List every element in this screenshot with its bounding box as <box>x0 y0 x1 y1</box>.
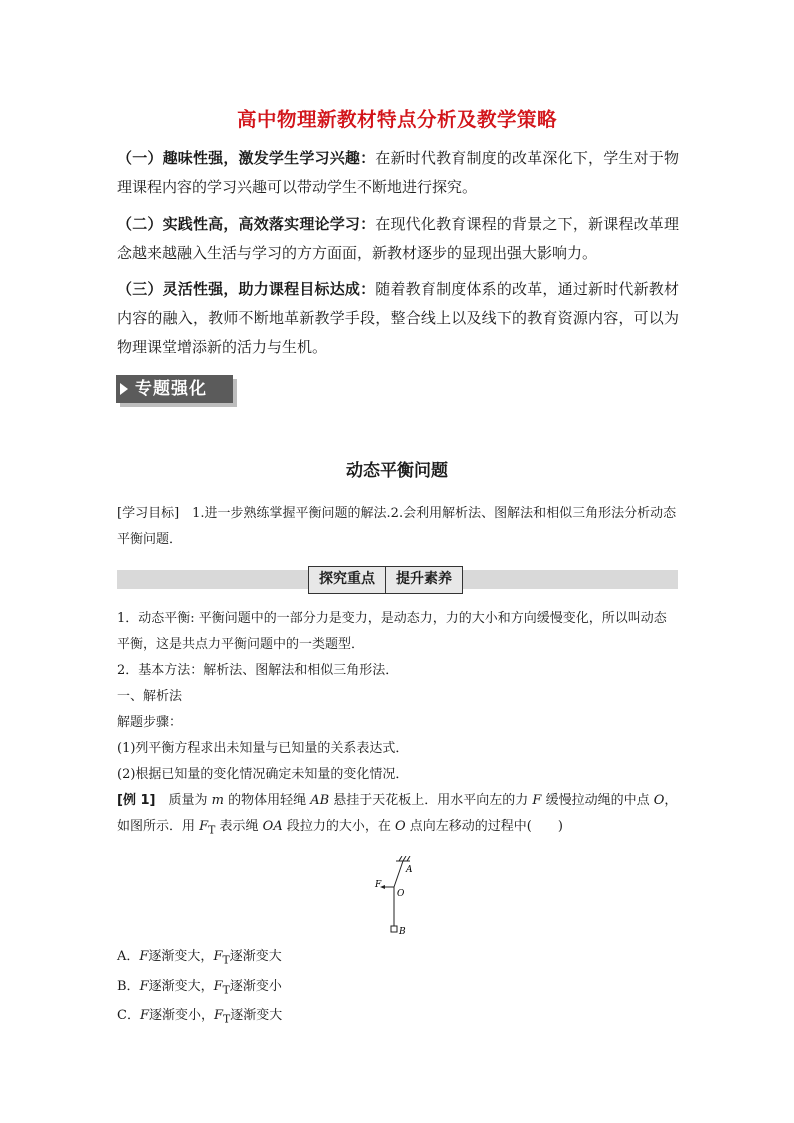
var-F: F <box>139 978 149 994</box>
var-AB: AB <box>310 793 330 808</box>
var-m: m <box>211 793 224 808</box>
var-FT: F <box>214 1008 224 1024</box>
section-tabs <box>308 566 463 594</box>
banner-text: 专题强化 <box>135 379 207 399</box>
step-2: (2)根据已知量的变化情况确定未知量的变化情况． <box>117 767 409 782</box>
var-OA: OA <box>262 819 283 834</box>
feature-3-head: （三）灵活性强，助力课程目标达成： <box>117 280 376 298</box>
mass-block <box>391 926 397 932</box>
label-B: B <box>399 927 406 937</box>
ex-text: 的物体用轻绳 <box>223 793 311 808</box>
label-F: F <box>375 880 382 890</box>
answer-options <box>117 944 679 1033</box>
var-F: F <box>532 793 542 808</box>
play-arrow-icon <box>120 383 128 395</box>
definition-line: 1．动态平衡: 平衡问题中的一部分力是变力，是动态力，力的大小和方向缓慢变化，所以叫动态平衡，这是共点力平衡问题中的一类题型． <box>117 611 667 652</box>
sub-T: T <box>222 953 230 967</box>
ex-text: 质量为 <box>155 793 212 808</box>
option-letter: A． <box>117 949 140 964</box>
var-F: F <box>139 1008 149 1024</box>
var-FT: F <box>213 978 223 994</box>
tab-key-points: 探究重点 <box>309 567 385 593</box>
tab-improve-skills: 提升素养 <box>385 567 462 593</box>
option-text: 逐渐变大 <box>229 949 282 964</box>
option-b[interactable] <box>117 974 679 1004</box>
ceiling-hatch <box>396 856 410 861</box>
sub-T: T <box>208 823 216 837</box>
heading-analytic: 一、解析法 <box>117 689 183 704</box>
ex-text: 缓慢拉动绳的中点 <box>541 793 654 808</box>
option-a[interactable] <box>117 944 679 974</box>
ex-text: 段拉力的大小，在 <box>282 819 395 834</box>
rope-diagram <box>370 856 418 940</box>
option-letter: B． <box>117 978 140 994</box>
var-O: O <box>653 793 665 808</box>
document-title: 高中物理新教材特点分析及教学策略 <box>236 108 557 131</box>
banner-box <box>116 375 233 403</box>
feature-2 <box>117 210 679 268</box>
label-O: O <box>397 889 405 899</box>
feature-1-body: 在新时代教育制度的改革深化下，学生对于物理课程内容的学习兴趣可以带动学生不断地进行探究。 <box>117 149 679 196</box>
option-text: 逐渐变大 <box>230 1008 283 1024</box>
ex-text: 表示绳 <box>215 819 263 834</box>
var-FT: F <box>213 949 223 964</box>
option-c[interactable] <box>117 1003 679 1033</box>
learning-objective: [学习目标] 1.进一步熟练掌握平衡问题的解法.2.会利用解析法、图解法和相似三角形法分析动态平衡问题． <box>117 506 677 547</box>
rope-OA <box>394 861 403 887</box>
example-1 <box>117 788 679 844</box>
feature-3 <box>117 275 679 362</box>
example-tag: [例 1] <box>117 793 156 808</box>
ex-text: 点向左移动的过程中( ) <box>405 819 563 834</box>
feature-1-head: （一）趣味性强，激发学生学习兴趣： <box>117 149 376 167</box>
option-text: 逐渐变小 <box>229 978 282 994</box>
var-F: F <box>139 949 149 964</box>
step-1: (1)列平衡方程求出未知量与已知量的关系表达式． <box>117 741 409 756</box>
sub-T: T <box>222 983 230 997</box>
feature-3-body: 随着教育制度体系的改革，通过新时代新教材内容的融入，教师不断地革新教学手段，整合线上以及线下的教育资源内容，可以为物理课堂增添新的活力与生机。 <box>117 280 679 356</box>
option-letter: C． <box>117 1008 140 1024</box>
feature-1 <box>117 144 679 202</box>
feature-2-body: 在现代化教育课程的背景之下，新课程改革理念越来越融入生活与学习的方方面面，新教材逐步的显现出强大影响力。 <box>117 215 679 262</box>
var-FT: F <box>199 819 209 834</box>
content-body <box>117 606 679 844</box>
var-O: O <box>394 819 406 834</box>
section-title: 动态平衡问题 <box>346 461 448 481</box>
feature-2-head: （二）实践性高，高效落实理论学习： <box>117 215 376 233</box>
sub-T: T <box>223 1012 231 1026</box>
option-text: 逐渐变大， <box>148 978 214 994</box>
option-text: 逐渐变小， <box>148 1008 214 1024</box>
topic-banner <box>116 375 236 407</box>
methods-line: 2．基本方法：解析法、图解法和相似三角形法． <box>117 663 399 678</box>
ex-text: ，如图所示．用 <box>117 793 678 834</box>
option-text: 逐渐变大， <box>148 949 214 964</box>
label-A: A <box>406 865 413 875</box>
steps-label: 解题步骤： <box>117 715 183 730</box>
ex-text: 悬挂于天花板上．用水平向左的力 <box>329 793 533 808</box>
